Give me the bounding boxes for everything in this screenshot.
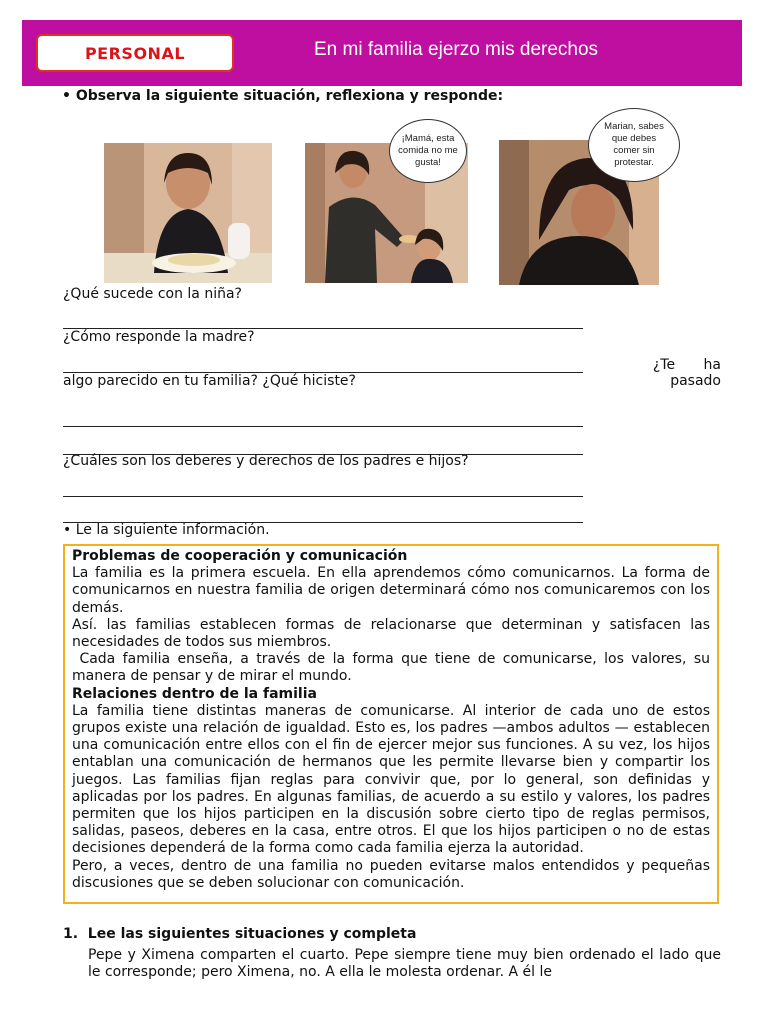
speech-bubble-girl: ¡Mamá, esta comida no me gusta!: [389, 119, 467, 183]
question-mother: ¿Cómo responde la madre?: [63, 329, 255, 345]
speech-bubble-mother: Marian, sabes que debes comer sin protestar.: [588, 108, 680, 182]
reading-paragraph: La familia tiene distintas maneras de comunicarse. Al interior de cada uno de estos grupos existe una relación de igualdad. Esto es, los padres —ambos adultos — establecen una comunicación entre ellos con el fin de ejercer mejor sus funciones. A su vez, los hijos entablan una comunicación de hermanos que les permite llevarse bien y compartir los juegos. Las familias fijan reglas para convivir que, por lo general, son definidas y aplicadas por los padres. En algunas familias, de acuerdo a su estilo y valores, los padres permiten que los hijos participen en la discusión sobre cierto tipo de reglas permisos, salidas, paseos, deberes en la casa, entre otros. El que los hijos participen o no de estas decisiones dependerá de la forma como cada familia ejerza la autoridad.: [72, 702, 710, 857]
reading-paragraph: Pero, a veces, dentro de una familia no pueden evitarse malos entendidos y pequeñas discusiones que se deben solucionar con comunicación.: [72, 857, 710, 891]
page-title: En mi familia ejerzo mis derechos: [314, 39, 599, 60]
photo-girl-eating: [104, 143, 272, 283]
photo-mother-serving: [305, 133, 468, 283]
answer-line[interactable]: [63, 496, 583, 497]
reading-heading-relations: Relaciones dentro de la familia: [72, 685, 317, 702]
question-girl: ¿Qué sucede con la niña?: [63, 286, 242, 302]
reading-heading-cooperation: Problemas de cooperación y comunicación: [72, 548, 408, 564]
instruction-observe: • Observa la siguiente situación, reflexiona y responde:: [62, 88, 504, 104]
answer-line[interactable]: [63, 426, 583, 427]
question-experience-start: ¿Te ha pasado: [652, 357, 721, 389]
instruction-read: • Le la siguiente información.: [63, 522, 270, 538]
exercise-title: 1. Lee las siguientes situaciones y completa: [63, 926, 417, 942]
reading-paragraph: Cada familia enseña, a través de la forma que tiene de comunicarse, los valores, su manera de pensar y de mirar el mundo.: [72, 651, 715, 685]
reading-box: [63, 544, 719, 904]
question-experience-end: algo parecido en tu familia? ¿Qué hiciste?: [63, 373, 356, 389]
header-banner: [22, 20, 742, 86]
reading-paragraph: Así. las familias establecen formas de relacionarse que determinan y satisfacen las necesidades de todos sus miembros.: [72, 616, 710, 651]
reading-paragraph: La familia es la primera escuela. En ella aprendemos cómo comunicarnos. La forma de comunicarnos en nuestra familia de origen determinará cómo nos comunicaremos con los demás.: [72, 565, 710, 616]
question-duties-rights: ¿Cuáles son los deberes y derechos de los padres e hijos?: [63, 453, 469, 469]
section-badge: PERSONAL: [36, 34, 234, 72]
exercise-text: Pepe y Ximena comparten el cuarto. Pepe siempre tiene muy bien ordenado el lado que le corresponde; pero Ximena, no. A ella le molesta ordenar. A él le: [88, 947, 721, 980]
